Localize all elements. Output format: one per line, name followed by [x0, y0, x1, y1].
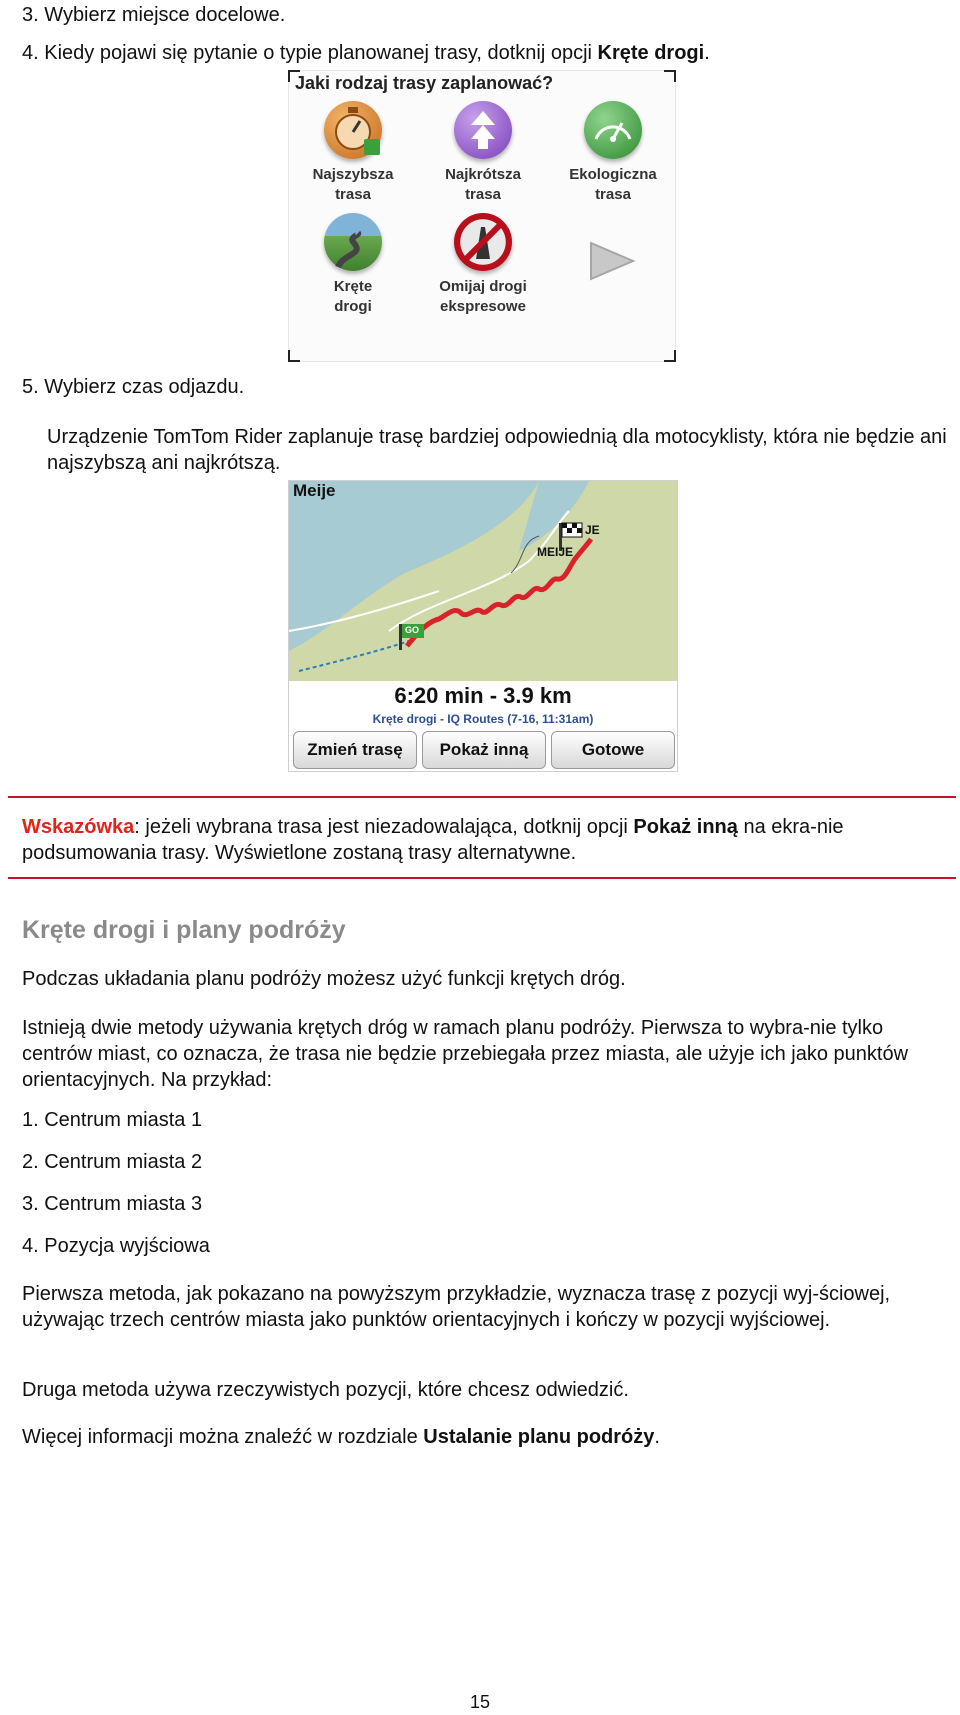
tip-bold: Pokaż inną — [633, 816, 738, 838]
p5-end: . — [654, 1426, 660, 1448]
option-fastest-label: Najszybsza trasa — [312, 166, 394, 203]
section-paragraph-2: Istnieją dwie metody używania krętych dróg w ramach planu podróży. Pierwsza to wybra-nie tylko centrów miast, co oznacza, że trasa nie będzie przebiegała przez miasta, ale użyje ich jako punktów orientacyjnych. Na przykład: — [22, 1017, 909, 1091]
route-type-screen — [288, 70, 676, 362]
option-avoid-label: Omijaj drogi ekspresowe — [439, 278, 527, 315]
route-info: Kręte drogi - IQ Routes (7-16, 11:31am) — [372, 712, 594, 726]
tip-text-2: na ekra-nie podsumowania trasy. Wyświetlone zostaną trasy alternatywne. — [22, 816, 844, 864]
section-paragraph-4: Druga metoda używa rzeczywistych pozycji, które chcesz odwiedzić. — [22, 1379, 629, 1401]
tip-text-1: : jeżeli wybrana trasa jest niezadowalająca, dotknij opcji — [134, 816, 634, 838]
map-title: Meije — [293, 481, 336, 500]
tip-bottom-rule — [8, 877, 956, 879]
option-eco-label: Ekologiczna trasa — [569, 166, 657, 203]
show-other-button[interactable]: Pokaż inną — [422, 731, 546, 769]
corner-mark — [664, 70, 676, 82]
step-3: 3. Wybierz miejsce docelowe. — [22, 4, 286, 26]
map-label-meije: MEIJE — [537, 545, 574, 559]
option-shortest-route[interactable] — [421, 101, 545, 205]
section-paragraph-3: Pierwsza metoda, jak pokazano na powyższym przykładzie, wyznacza trasę z pozycji wyj-ściowej, używając trzech centrów miasta jako punktów orientacyjnych i kończy w pozycji wyjściowej. — [22, 1283, 891, 1331]
done-button[interactable]: Gotowe — [551, 731, 675, 769]
list-item: 3. Centrum miasta 3 — [22, 1193, 203, 1215]
option-shortest-label: Najkrótsza trasa — [445, 166, 521, 203]
corner-mark — [288, 350, 300, 362]
intro-paragraph: Urządzenie TomTom Rider zaplanuje trasę bardziej odpowiednią dla motocyklisty, która nie będzie ani najszybszą ani najkrótszą. — [47, 426, 947, 474]
p5-text: Więcej informacji można znaleźć w rozdziale — [22, 1426, 424, 1448]
option-winding-roads[interactable] — [291, 213, 415, 317]
step-5: 5. Wybierz czas odjazdu. — [22, 376, 245, 398]
option-fastest-route[interactable] — [291, 101, 415, 205]
step-4-bold: Kręte drogi — [597, 42, 705, 64]
tip-heading: Wskazówka — [22, 816, 135, 838]
no-motorway-icon — [454, 213, 512, 271]
tip-top-rule — [8, 796, 956, 798]
next-arrow-icon[interactable] — [587, 239, 637, 288]
step-4 — [22, 40, 710, 66]
section-paragraph-1: Podczas układania planu podróży możesz użyć funkcji krętych dróg. — [22, 968, 626, 990]
list-item: 4. Pozycja wyjściowa — [22, 1235, 210, 1257]
stopwatch-icon — [324, 101, 382, 159]
route-summary-screen — [288, 480, 678, 772]
option-avoid-motorways[interactable] — [421, 213, 545, 317]
change-route-button[interactable]: Zmień trasę — [293, 731, 417, 769]
route-screen-title: Jaki rodzaj trasy zaplanować? — [295, 73, 554, 93]
map-label-je: JE — [585, 523, 600, 537]
step-4-end: . — [704, 42, 710, 64]
step-4-text: 4. Kiedy pojawi się pytanie o typie planowanej trasy, dotknij opcji — [22, 42, 598, 64]
option-winding-label: Kręte drogi — [333, 278, 373, 315]
map-label-go: GO — [405, 625, 420, 635]
shortest-arrows-icon — [454, 101, 512, 159]
route-map — [289, 481, 678, 681]
page-number: 15 — [470, 1692, 491, 1712]
list-item: 1. Centrum miasta 1 — [22, 1109, 203, 1131]
corner-mark — [664, 350, 676, 362]
option-eco-route[interactable] — [551, 101, 675, 205]
section-paragraph-5 — [22, 1424, 660, 1450]
p5-link-chapter: Ustalanie planu podróży — [423, 1426, 655, 1448]
route-time-distance: 6:20 min - 3.9 km — [394, 683, 572, 708]
list-item: 2. Centrum miasta 2 — [22, 1151, 203, 1173]
section-title: Kręte drogi i plany podróży — [22, 916, 346, 944]
tip-paragraph — [22, 814, 947, 866]
winding-road-icon — [324, 213, 382, 271]
eco-gauge-icon — [584, 101, 642, 159]
